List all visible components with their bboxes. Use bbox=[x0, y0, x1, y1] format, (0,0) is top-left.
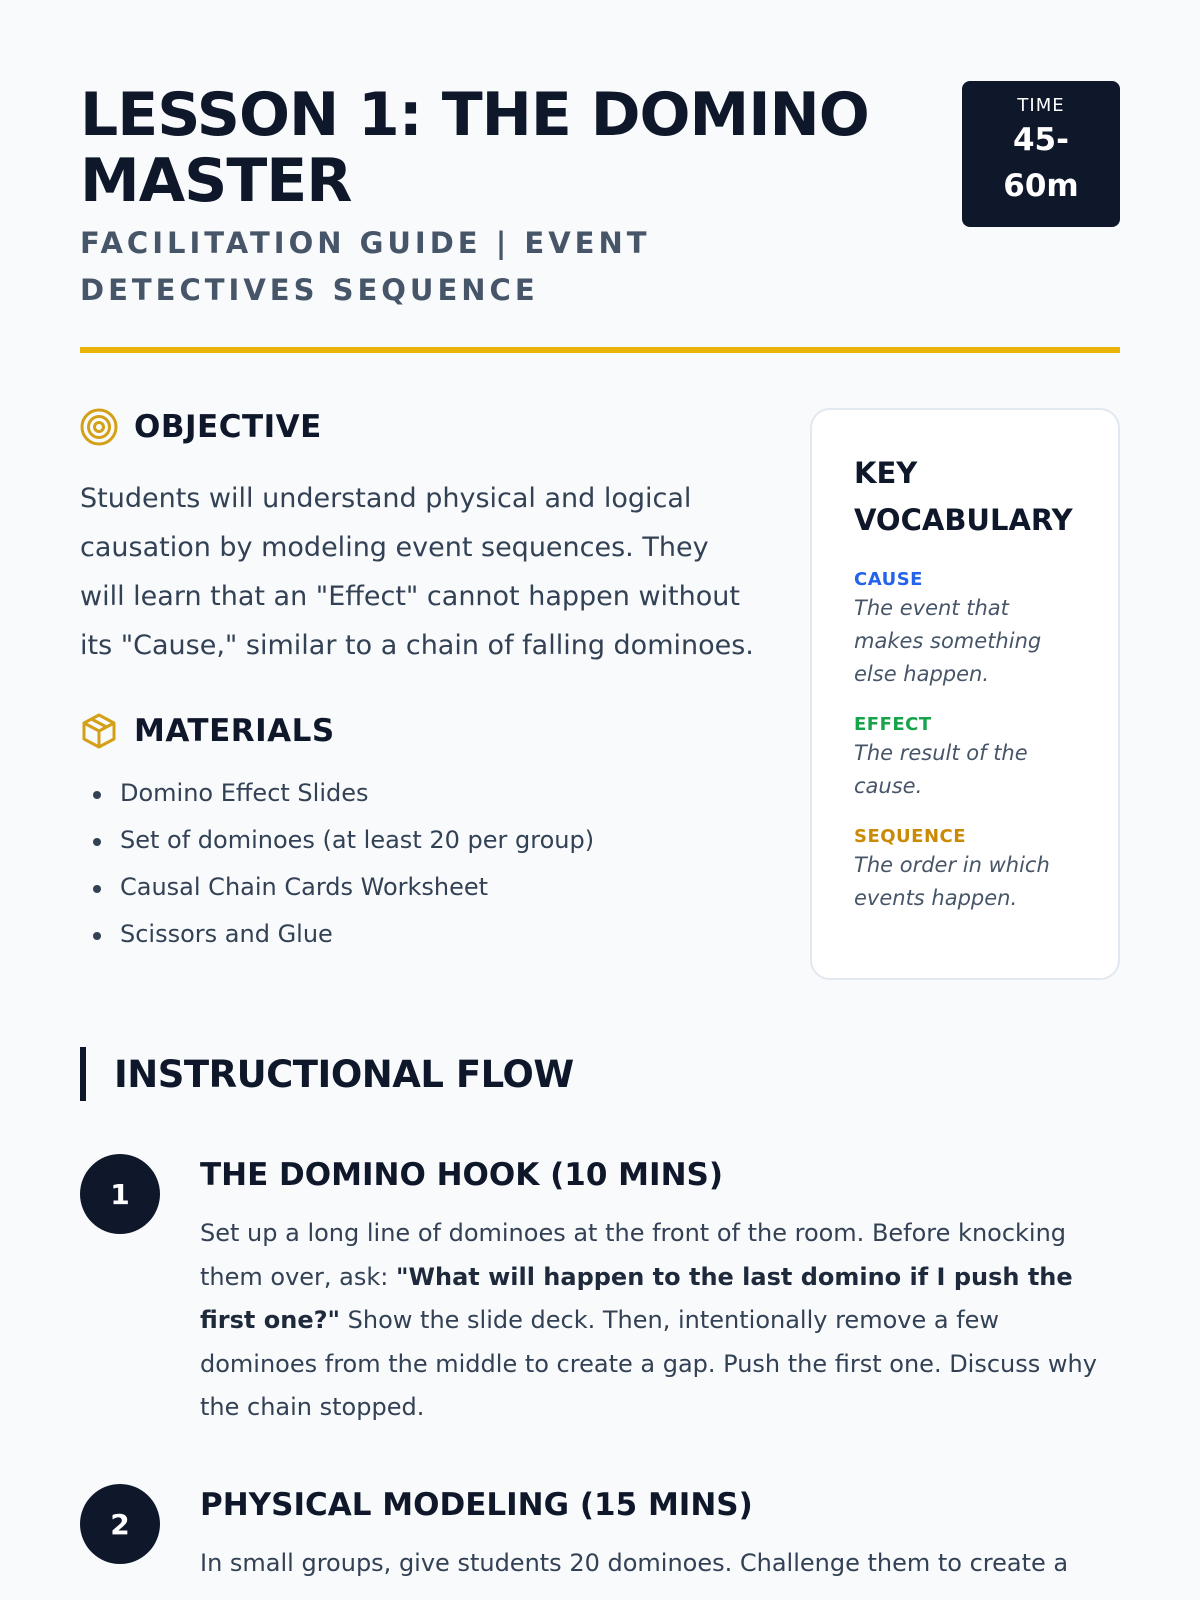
header-divider bbox=[80, 347, 1120, 353]
page-title: LESSON 1: THE DOMINO MASTER bbox=[80, 80, 869, 216]
time-badge bbox=[962, 81, 1120, 227]
step-text-before: In small groups, give students 20 dominoes. Challenge them to create a bbox=[200, 1549, 1069, 1577]
step-number-badge: 1 bbox=[80, 1154, 160, 1234]
vocab-item-sequence bbox=[854, 825, 1078, 915]
vocab-term: SEQUENCE bbox=[854, 826, 967, 847]
materials-list bbox=[80, 770, 760, 958]
vocabulary-card bbox=[810, 408, 1120, 980]
materials-heading bbox=[80, 712, 335, 750]
step-text-question: "What will happen to the last domino if I push the first one?" bbox=[200, 1262, 1073, 1334]
vocab-item-effect bbox=[854, 713, 1078, 803]
lesson-page bbox=[80, 0, 1120, 1600]
vocab-definition: The event that makes something else happen. bbox=[854, 596, 1042, 686]
vocabulary-title: KEY VOCABULARY bbox=[854, 456, 1073, 537]
target-icon bbox=[80, 408, 118, 446]
list-item: Scissors and Glue bbox=[80, 911, 760, 958]
objective-heading bbox=[80, 408, 322, 446]
vocab-definition: The result of the cause. bbox=[854, 741, 1028, 798]
step-text-before: Set up a long line of dominoes at the front of the room. Before knocking them over, ask: bbox=[200, 1219, 1067, 1291]
step-body bbox=[200, 1484, 1120, 1586]
list-item: Set of dominoes (at least 20 per group) bbox=[80, 817, 760, 864]
time-value-line1: 45- bbox=[1012, 122, 1069, 158]
step-number-badge: 2 bbox=[80, 1484, 160, 1564]
objective-label: OBJECTIVE bbox=[134, 409, 322, 445]
instructional-flow-heading bbox=[80, 1047, 574, 1101]
objective-text: Students will understand physical and logical causation by modeling event sequences. They will learn that an "Effect" cannot happen without its "Cause," similar to a chain of falling dominoes. bbox=[80, 483, 754, 661]
step-title: PHYSICAL MODELING (15 MINS) bbox=[200, 1487, 753, 1523]
vocab-definition: The order in which events happen. bbox=[854, 853, 1050, 910]
vocab-term: CAUSE bbox=[854, 569, 923, 590]
step-text-after: Show the slide deck. Then, intentionally remove a few dominoes from the middle to create a gap. Push the first one. Discuss why the chain stopped. bbox=[200, 1306, 1097, 1421]
lesson-header bbox=[80, 82, 1120, 314]
step-body bbox=[200, 1154, 1120, 1430]
list-item: Causal Chain Cards Worksheet bbox=[80, 864, 760, 911]
list-item: Domino Effect Slides bbox=[80, 770, 760, 817]
time-value-line2: 60m bbox=[1003, 168, 1079, 204]
instructional-flow-label: INSTRUCTIONAL FLOW bbox=[114, 1052, 574, 1096]
step-text bbox=[200, 1542, 1120, 1586]
box-icon bbox=[80, 712, 118, 750]
step-title: THE DOMINO HOOK (10 MINS) bbox=[200, 1157, 724, 1193]
materials-label: MATERIALS bbox=[134, 713, 335, 749]
page-subtitle: FACILITATION GUIDE | EVENT DETECTIVES SEQUENCE bbox=[80, 226, 651, 307]
time-label: TIME bbox=[1017, 95, 1065, 116]
vocab-term: EFFECT bbox=[854, 714, 932, 735]
step-text bbox=[200, 1212, 1120, 1430]
vocab-item-cause bbox=[854, 568, 1078, 691]
